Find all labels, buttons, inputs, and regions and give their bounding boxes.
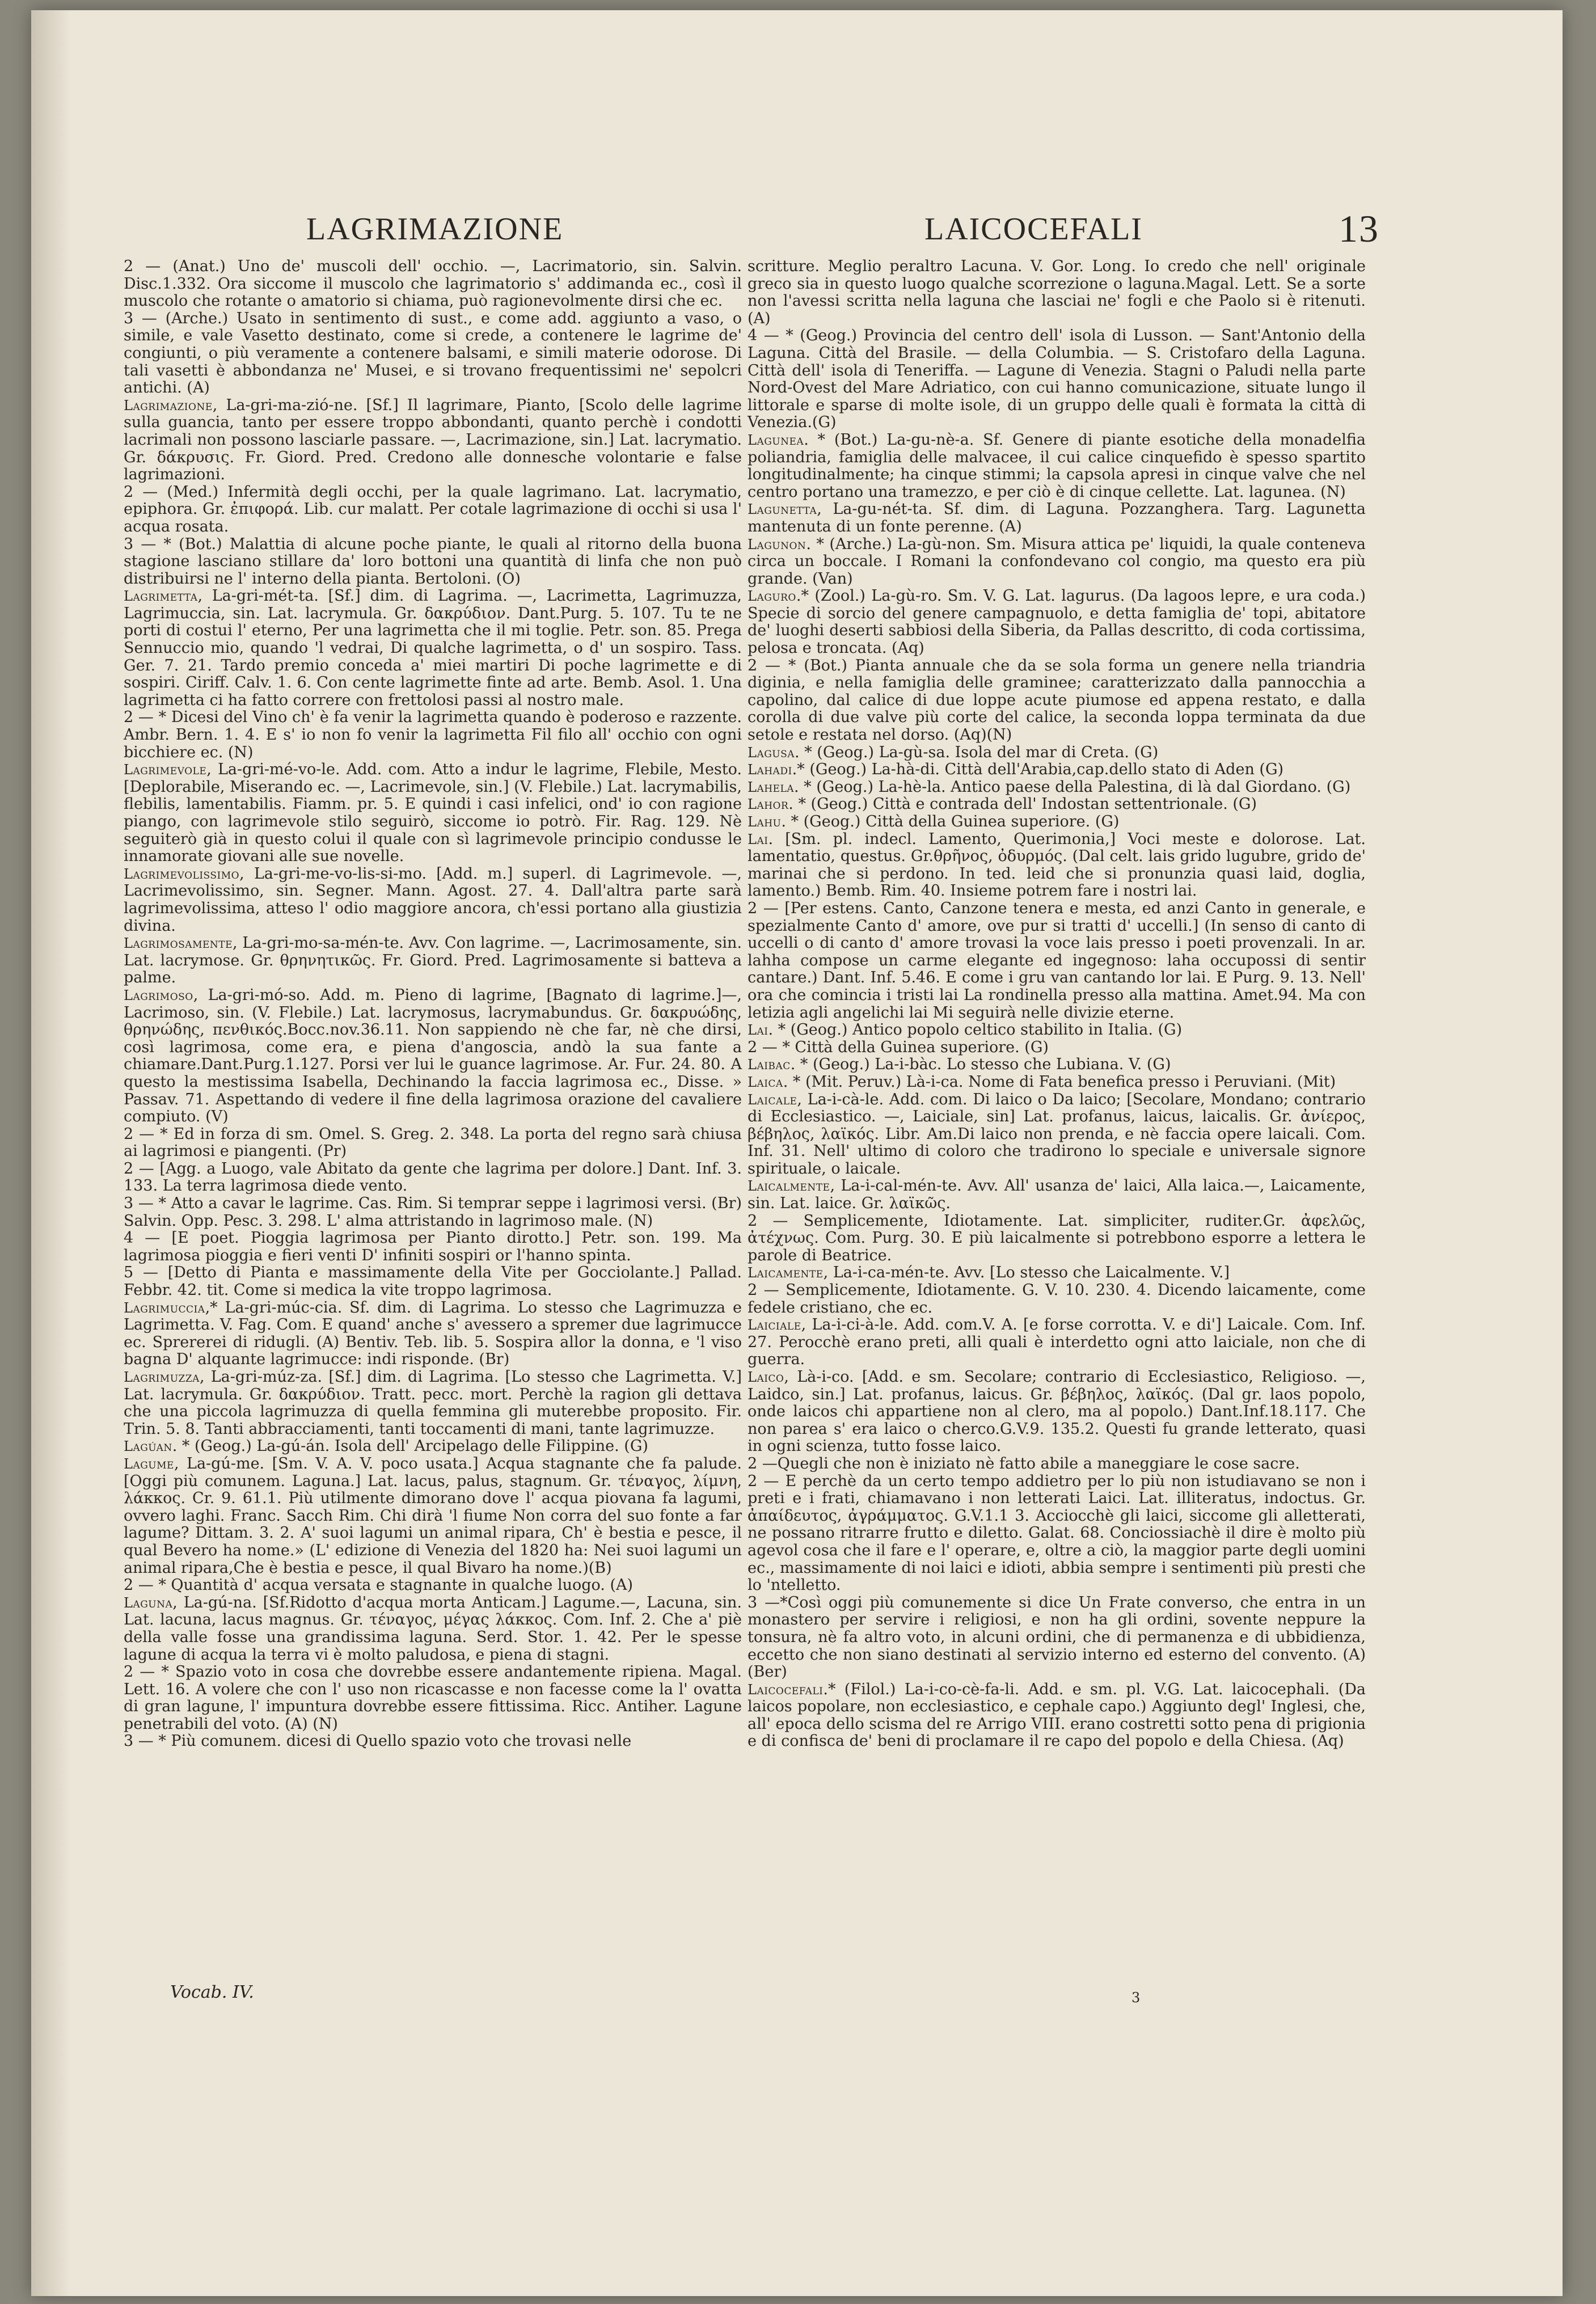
dictionary-entry <box>124 1577 742 1594</box>
entry-headword: Lagrimuccia <box>124 1299 205 1316</box>
dictionary-entry <box>748 1056 1366 1074</box>
entry-text: 3 —*Così oggi più comunemente si dice Un Frate converso, che entra in un monastero per servire i religiosi, e non ha gli ordini, sovente neppure la tonsura, nè fa altro voto, in alcuni ordini, che di permanenza e di ubbidienza, eccetto che non siano destinati al servizio interno ed esterno del convento. (A) (Ber) <box>748 1593 1366 1681</box>
dictionary-entry <box>124 397 742 484</box>
dictionary-entry <box>748 1264 1366 1282</box>
entry-text: , La-gu-nét-ta. Sf. dim. di Laguna. Pozzanghera. Targ. Lagunetta mantenuta di un fonte perenne. (A) <box>748 500 1366 535</box>
entry-headword: Laguna <box>124 1594 173 1611</box>
entry-headword: Lahadi <box>748 762 792 778</box>
entry-text: . * (Geog.) Antico popolo celtico stabilito in Italia. (G) <box>768 1021 1183 1039</box>
dictionary-entry <box>748 536 1366 588</box>
entry-text: 2 —Quegli che non è iniziato nè fatto abile a maneggiare le cose sacre. <box>748 1454 1300 1472</box>
entry-headword: Lagume <box>124 1455 174 1472</box>
entry-text: , La-gri-mo-sa-mén-te. Avv. Con lagrime. —, Lacrimosamente, sin. Lat. lacrymose. Gr. θρηνητικῶς. Fr. Giord. Pred. Lagrimosamente si batteva a palme. <box>124 934 742 987</box>
dictionary-entry <box>748 1316 1366 1369</box>
dictionary-entry <box>748 1022 1366 1039</box>
dictionary-entry <box>748 779 1366 796</box>
signature-number: 3 <box>1131 1990 1141 2006</box>
dictionary-entry <box>124 1161 742 1195</box>
entry-text: , La-gri-mé-vo-le. Add. com. Atto a indur le lagrime, Flebile, Mesto. [Deplorabile, Miserando ec. —, Lacrimevole, sin.] (V. Flebile.) Lat. lacrymabilis, flebilis, lamentabilis. Fiamm. pr. 5. E quindi i casi infelici, ond' io con ragione piango, con lagrimevole stilo seguirò, siccome io potrò. Fir. Rag. 129. Nè seguiterò già in questo colui il quale con sì lagrimevole principio condusse le innamorate giovani alle sue novelle. <box>124 761 742 866</box>
dictionary-entry <box>748 327 1366 432</box>
entry-headword: Laica <box>748 1074 783 1090</box>
entry-headword: Lagunon <box>748 536 807 552</box>
dictionary-entry <box>124 484 742 536</box>
entry-text: , La-i-ca-mén-te. Avv. [Lo stesso che Laicalmente. V.] <box>823 1264 1230 1282</box>
entry-text: , La-gú-me. [Sm. V. A. V. poco usata.] Acqua stagnante che fa palude. [Oggi più comunem. Laguna.] Lat. lacus, palus, stagnum. Gr. τέναγος, λίμνη, λάκκος. Cr. 9. 61.1. Più utilmente dimorano dove l' acqua piovana fa lagumi, ovvero laghi. Franc. Sacch Rim. Chi dirà 'l fiume Non corra del suo fonte a far lagume? Dittam. 3. 2. A' suoi lagumi un animal ripara, Ch' è bestia e pesce, il qual Bevero ha nome.» (L' edizione di Venezia del 1820 ha: Nei suoi lagumi un animal ripara,Che è bestia e pesce, il qual Bivaro ha nome.)(B) <box>124 1454 742 1577</box>
dictionary-entry <box>124 1369 742 1438</box>
entry-text: .* (Filol.) La-i-co-cè-fa-li. Add. e sm. pl. V.G. Lat. laicocephali. (Da laicos popolare, non ecclesiastico, e cephale capo.) Aggiunto degl' Inglesi, che, all' epoca dello scisma del re Arrigo VIII. erano costretti sotto pena di prigionia e di confisca de' beni di proclamare il re capo del popolo e della Chiesa. (Aq) <box>748 1680 1366 1750</box>
dictionary-entry <box>748 1282 1366 1316</box>
entry-headword: Lagusa <box>748 744 795 761</box>
dictionary-entry <box>748 1039 1366 1057</box>
entry-text: , La-gri-múz-za. [Sf.] dim. di Lagrima. [Lo stesso che Lagrimetta. V.] Lat. lacrymula. Gr. δακρύδιον. Tratt. pecc. mort. Perchè la ragion gli dettava che una piccola lagrimuzza di quella femmina gli muterebbe proposito. Fir. Trin. 5. 8. Tanti abbracciamenti, tanti toccamenti di mani, tante lagrimuzze. <box>124 1368 742 1438</box>
entry-headword: Laibac <box>748 1057 791 1073</box>
dictionary-entry <box>124 1455 742 1577</box>
dictionary-entry <box>124 1299 742 1369</box>
entry-headword: Laicalmente <box>748 1178 830 1195</box>
entry-text: 2 — * Quantità d' acqua versata e stagnante in qualche luogo. (A) <box>124 1576 634 1594</box>
dictionary-entry <box>748 258 1366 327</box>
dictionary-entry <box>124 1733 742 1750</box>
dictionary-entry <box>124 1664 742 1733</box>
entry-headword: Lagrimuzza <box>124 1369 200 1385</box>
dictionary-entry <box>748 1178 1366 1212</box>
page-spine <box>31 10 71 2296</box>
signature-mark: Vocab. IV. <box>170 1982 254 2002</box>
entry-text: , La-gú-na. [Sf.Ridotto d'acqua morta Anticam.] Lagume.—, Lacuna, sin. Lat. lacuna, lacus magnus. Gr. τέναγος, μέγας λάκκος. Com. Inf. 2. Che a' piè della valle fosse una grandissima laguna. Serd. Stor. 1. 42. Per le spesse lagune di acqua la terra vi è molto paludosa, e piena di stagni. <box>124 1593 742 1664</box>
entry-headword: Laicale <box>748 1091 797 1108</box>
dictionary-entry <box>124 866 742 935</box>
entry-text: , La-gri-ma-zió-ne. [Sf.] Il lagrimare, Pianto, [Scolo delle lagrime sulla guancia, tanto per essere troppo abbondanti, quanto perchè i condotti lacrimali non possono lasciarle passare. —, Lacrimazione, sin.] Lat. lacrymatio. Gr. δάκρυσις. Fr. Giord. Pred. Credono alle donnesche volontarie e false lagrimazioni. <box>124 396 742 484</box>
entry-headword: Lai <box>748 1022 769 1039</box>
entry-headword: Lagunea <box>748 432 804 448</box>
dictionary-entry <box>124 310 742 397</box>
entry-text: 4 — * (Geog.) Provincia del centro dell' isola di Lusson. — Sant'Antonio della Laguna. Città del Brasile. — della Columbia. — S. Cristofaro della Laguna. Città dell' isola di Teneriffa. — Lagune di Venezia. Stagni o Paludi nella parte Nord-Ovest del Mare Adriatico, con cui hanno comunicazione, situate lungo il littorale e sparse di molte isole, di un gruppo delle quali è formata la città di Venezia.(G) <box>748 327 1366 432</box>
entry-headword: Lagrimoso <box>124 987 193 1003</box>
entry-headword: Lagrimazione <box>124 397 213 413</box>
dictionary-entry <box>748 744 1366 762</box>
entry-text: , La-gri-mét-ta. [Sf.] dim. di Lagrima. —, Lacrimetta, Lagrimuzza, Lagrimuccia, sin. Lat. lacrymula. Gr. δακρύδιον. Dant.Purg. 5. 107. Tu te ne porti di costui l' eterno, Per una lagrimetta che il mi toglie. Petr. son. 85. Prega Sennuccio mio, quando 'l vedrai, Di qualche lagrimetta, o d' un sospiro. Tass. Ger. 7. 21. Tardo premio conceda a' miei martiri Di poche lagrimette e di sospiri. Ciriff. Calv. 1. 6. Con cente lagrimette finte ad arte. Bemb. Asol. 1. Una lagrimetta ci ha fatto correre con frettolosi passi al nostro male. <box>124 587 742 709</box>
entry-text: , La-i-cal-mén-te. Avv. All' usanza de' laici, Alla laica.—, Laicamente, sin. Lat. laice. Gr. λαϊκῶς. <box>748 1177 1366 1213</box>
page-number: 13 <box>1339 207 1379 250</box>
entry-text: 2 — Semplicemente, Idiotamente. Lat. simpliciter, ruditer.Gr. ἀφελῶς, ἀτέχνως. Com. Purg. 30. E più laicalmente si potrebbono esporre a lettera le parole di Beatrice. <box>748 1212 1366 1264</box>
dictionary-entry <box>748 796 1366 813</box>
dictionary-entry <box>124 588 742 709</box>
entry-headword: Lagrimetta <box>124 588 198 605</box>
right-column <box>748 258 1366 1750</box>
entry-headword: Lahu <box>748 814 782 830</box>
dictionary-entry <box>748 657 1366 744</box>
entry-text: 3 — * Più comunem. dicesi di Quello spazio voto che trovasi nelle <box>124 1732 632 1750</box>
entry-headword: Lagrimosamente <box>124 935 233 952</box>
dictionary-entry <box>124 1594 742 1664</box>
entry-text: 2 — [Per estens. Canto, Canzone tenera e mesta, ed anzi Canto in generale, e spezialmente Canto d' amore, ove pur si tratti d' uccelli.] (In senso di canto di uccelli o di canto d' amore trovasi la voce lais presso i poeti provenzali. In ar. lahha compose un carme elegante ed ingegnoso: laha occupossi di sentir cantare.) Dant. Inf. 5.46. E come i gru van cantando lor lai. E Purg. 9. 13. Nell' ora che comincia i tristi lai La rondinella presso alla mattina. Amet.94. Ma con letizia agli angelichi lai Mi seguirà nelle divizie eterne. <box>748 899 1366 1022</box>
entry-headword: Lahor <box>748 796 789 813</box>
dictionary-entry <box>748 1594 1366 1681</box>
dictionary-entry <box>124 987 742 1126</box>
dictionary-entry <box>124 1264 742 1299</box>
entry-text: , La-gri-me-vo-lis-si-mo. [Add. m.] superl. di Lagrimevole. —, Lacrimevolissimo, sin. Segner. Mann. Agost. 27. 4. Dall'altra parte sarà lagrimevolissima, atteso l' odio maggiore ancora, ch'essi portano alla giustizia divina. <box>124 864 742 935</box>
entry-text: . * (Geog.) Città della Guinea superiore. (G) <box>781 813 1120 830</box>
entry-text: . * (Geog.) La-i-bàc. Lo stesso che Lubiana. V. (G) <box>790 1056 1171 1074</box>
entry-headword: Lagúan <box>124 1438 172 1455</box>
dictionary-entry <box>748 1473 1366 1594</box>
entry-text: 3 — * Atto a cavar le lagrime. Cas. Rim. Si temprar seppe i lagrimosi versi. (Br) Salvin. Opp. Pesc. 3. 298. L' alma attristando in lagrimoso male. (N) <box>124 1195 742 1230</box>
entry-text: .* (Zool.) La-gù-ro. Sm. V. G. Lat. lagurus. (Da lagoos lepre, e ura coda.) Specie di sorcio del genere campagnuolo, e detta famiglia de' topi, abitatore de' luoghi deserti sabbiosi della Siberia, da Pallas descritto, di coda cortissima, pelosa e troncata. (Aq) <box>748 587 1366 657</box>
entry-text: , La-gri-mó-so. Add. m. Pieno di lagrime, [Bagnato di lagrime.]—, Lacrimoso, sin. (V. Flebile.) Lat. lacrymosus, lacrymabundus. Gr. δακρυώδης, θρηνώδης, πενθικός.Bocc.nov.36.11. Non sappiendo nè che far, nè che dirsi, così lagrimosa, come era, e piena d'angoscia, andò la sua fante a chiamare.Dant.Purg.1.127. Porsi ver lui le guance lagrimose. Ar. Fur. 24. 80. A questo la mestissima Isabella, Dechinando la faccia lagrimosa ec., Disse. » Passav. 71. Aspettando di vedere il fine della lagrimosa orazione del cavaliere compiuto. (V) <box>124 986 742 1126</box>
entry-text: 5 — [Detto di Pianta e massimamente della Vite per Gocciolante.] Pallad. Febbr. 42. tit. Come si medica la vite troppo lagrimosa. <box>124 1264 742 1299</box>
dictionary-entry <box>748 1455 1366 1473</box>
entry-headword: Laico <box>748 1369 784 1385</box>
dictionary-entry <box>124 761 742 866</box>
dictionary-entry <box>748 588 1366 657</box>
entry-text: 2 — * Ed in forza di sm. Omel. S. Greg. 2. 348. La porta del regno sarà chiusa ai lagrimosi e piangenti. (Pr) <box>124 1125 742 1161</box>
entry-headword: Lahela <box>748 779 795 795</box>
entry-text: 2 — Semplicemente, Idiotamente. G. V. 10. 230. 4. Dicendo laicamente, come fedele cristiano, che ec. <box>748 1281 1366 1316</box>
entry-headword: Laicamente <box>748 1265 824 1281</box>
entry-text: 2 — E perchè da un certo tempo addietro per lo più non istudiavano se non i preti e i frati, chiamavano i non letterati Laici. Lat. illiteratus, indoctus. Gr. ἀπαίδευτος, ἀγράμματος. G.V.1.1 3. Acciocchè gli laici, siccome gli alletterati, ne possano ritrarre frutto e diletto. Galat. 68. Conciossiachè il dire è molto più agevol cosa che il fare e l' operare, e, oltre a ciò, la maggior parte degli uomini ec., massimamente di noi laici e idioti, abbia sempre i sentimenti più presti che lo 'ntelletto. <box>748 1472 1366 1594</box>
entry-text: . * (Arche.) La-gù-non. Sm. Misura attica pe' liquidi, la quale conteneva circa un boccale. I Romani la confondevano col congio, ma questo era più grande. (Van) <box>748 535 1366 588</box>
entry-text: . * (Mit. Peruv.) Là-i-ca. Nome di Fata benefica presso i Peruviani. (Mit) <box>783 1073 1336 1091</box>
dictionary-entry <box>124 709 742 761</box>
entry-text: . [Sm. pl. indecl. Lamento, Querimonia,] Voci meste e dolorose. Lat. lamentatio, questus. Gr.θρῆνος, ὀδυρμός. (Dal celt. lais grido lugubre, grido de' marinai che si perdono. In ted. leid che si pronunzia quasi laid, doglia, lamento.) Bemb. Rim. 40. Insieme potrem fare i nostri lai. <box>748 830 1366 900</box>
header-left-word: LAGRIMAZIONE <box>306 212 564 247</box>
dictionary-entry <box>124 258 742 310</box>
entry-text: 4 — [E poet. Pioggia lagrimosa per Pianto dirotto.] Petr. son. 199. Ma lagrimosa pioggia e fieri venti D' infiniti sospiri or l'hanno spinta. <box>124 1229 742 1264</box>
dictionary-entry <box>124 935 742 987</box>
entry-text: 2 — * Città della Guinea superiore. (G) <box>748 1038 1049 1056</box>
entry-text: . * (Geog.) La-hè-la. Antico paese della Palestina, di là dal Giordano. (G) <box>794 778 1351 796</box>
entry-text: . * (Geog.) La-gú-án. Isola dell' Arcipelago delle Filippine. (G) <box>172 1437 648 1455</box>
entry-headword: Lagunetta <box>748 501 817 518</box>
dictionary-entry <box>748 1681 1366 1750</box>
entry-text: . * (Bot.) La-gu-nè-a. Sf. Genere di piante esotiche della monadelfia poliandria, famiglia delle malvacee, il cui calice cinquefido è spesso spartito longitudinalmente; ha cinque stimmi; la capsola apresi in cinque valve che nel centro portano una tramezzo, e per ciò è di cinque cellette. Lat. lagunea. (N) <box>748 431 1366 501</box>
entry-text: 3 — * (Bot.) Malattia di alcune poche piante, le quali al ritorno della buona stagione lasciano stillare da' loro bottoni una quantità di linfa che non può distribuirsi ne l' interno della pianta. Bertoloni. (O) <box>124 535 742 588</box>
dictionary-entry <box>124 1195 742 1230</box>
entry-text: 2 — [Agg. a Luogo, vale Abitato da gente che lagrima per dolore.] Dant. Inf. 3. 133. La terra lagrimosa diede vento. <box>124 1159 742 1195</box>
entry-text: , La-i-cà-le. Add. com. Di laico o Da laico; [Secolare, Mondano; contrario di Ecclesiastico. —, Laiciale, sin] Lat. profanus, laicus, laicalis. Gr. ἀνίερος, βέβηλος, λαϊκός. Libr. Am.Di laico non prenda, e nè faccia opere laicali. Com. Inf. 31. Nell' ultimo di coloro che tradirono lo speciale e universale signore spirituale, o laicale. <box>748 1090 1366 1178</box>
dictionary-entry <box>748 501 1366 535</box>
entry-text: , La-i-ci-à-le. Add. com.V. A. [e forse corrotta. V. e di'] Laicale. Com. Inf. 27. Perocchè erano preti, alli quali è interdetto ogni atto laiciale, non che di guerra. <box>748 1316 1366 1369</box>
dictionary-entry <box>748 1074 1366 1091</box>
dictionary-entry <box>748 1369 1366 1455</box>
entry-text: 2 — * (Bot.) Pianta annuale che da se sola forma un genere nella triandria diginia, e nella famiglia delle graminee; caratterizzato dalla pannocchia a capolino, dal calice di due loppe acute piumose ed appena restato, e dalla corolla di due valve più corte del calice, la seconda loppa terminata da due setole e restata nel dorso. (Aq)(N) <box>748 656 1366 744</box>
running-header <box>0 207 1596 250</box>
entry-headword: Laiciale <box>748 1317 801 1334</box>
entry-text: scritture. Meglio peraltro Lacuna. V. Gor. Long. Io credo che nell' originale greco sia in questo luogo qualche scorrezione o laguna.Magal. Lett. Se a sorte non l'avessi scritta nella laguna che lasciai ne' fogli e che Paolo si è ritenuti. (A) <box>748 258 1366 327</box>
entry-text: , Là-i-co. [Add. e sm. Secolare; contrario di Ecclesiastico, Religioso. —, Laidco, sin.] Lat. profanus, laicus. Gr. βέβηλος, λαϊκός. (Dal gr. laos popolo, onde laicos chi appartiene non al clero, ma al popolo.) Dant.Inf.18.117. Che non parea s' era laico o cherco.G.V.9. 135.2. Questi fu grande letterato, quasi in ogni scienza, tutto fosse laico. <box>748 1368 1366 1455</box>
header-right-word: LAICOCEFALI <box>924 212 1143 247</box>
entry-headword: Lagrimevole <box>124 762 207 778</box>
entry-text: 2 — * Dicesi del Vino ch' è fa venir la lagrimetta quando è poderoso e razzente. Ambr. Bern. 1. 4. E s' io non fo venir la lagrimetta Fil filo all' occhio con ogni bicchiere ec. (N) <box>124 708 742 761</box>
dictionary-entry <box>124 1126 742 1161</box>
entry-headword: Lai <box>748 831 769 847</box>
dictionary-entry <box>748 813 1366 831</box>
dictionary-entry <box>748 900 1366 1022</box>
entry-text: . * (Geog.) Città e contrada dell' Indostan settentrionale. (G) <box>788 795 1257 813</box>
entry-text: 3 — (Arche.) Usato in sentimento di sust., e come add. aggiunto a vaso, o simile, e vale Vasetto destinato, come si crede, a contenere le lagrime de' congiunti, o più veramente a contenere balsami, e simili materie odorose. Di tali vasetti è abbondanza ne' Musei, e si trovano frequentissimi ne' sepolcri antichi. (A) <box>124 309 742 397</box>
entry-text: .* (Geog.) La-hà-di. Città dell'Arabia,cap.dello stato di Aden (G) <box>792 761 1284 779</box>
entry-text: . * (Geog.) La-gù-sa. Isola del mar di Creta. (G) <box>795 743 1159 761</box>
dictionary-entry <box>124 1438 742 1455</box>
entry-headword: Lagrimevolissimo <box>124 866 240 882</box>
entry-text: 2 — (Anat.) Uno de' muscoli dell' occhio. —, Lacrimatorio, sin. Salvin. Disc.1.332. Ora siccome il muscolo che lagrimatorio s' addimanda ec., così il muscolo che rotante o amatorio si chiama, può ragionevolmente dirsi che ec. <box>124 258 742 310</box>
dictionary-entry <box>124 536 742 588</box>
entry-text: 2 — * Spazio voto in cosa che dovrebbe essere andantemente ripiena. Magal. Lett. 16. A volere che con l' uso non ricascasse e non facesse come la l' ovatta di gran lagune, l' impuntura dovrebbe essere fittissima. Ricc. Antiher. Lagune penetrabili del voto. (A) (N) <box>124 1663 742 1733</box>
entry-headword: Laguro <box>748 588 796 605</box>
dictionary-entry <box>124 1230 742 1264</box>
dictionary-entry <box>748 432 1366 501</box>
left-column <box>124 258 742 1750</box>
entry-headword: Laicocefali <box>748 1681 824 1698</box>
entry-text: ,* La-gri-múc-cia. Sf. dim. di Lagrima. Lo stesso che Lagrimuzza e Lagrimetta. V. Fag. Com. E quand' anche s' avessero a spremer due lagrimucce ec. Sprererei di ridugli. (A) Bentiv. Teb. lib. 5. Sospira allor la donna, e 'l viso bagna D' alquante lagrimucce: indi risponde. (Br) <box>124 1298 742 1369</box>
dictionary-entry <box>748 831 1366 900</box>
dictionary-entry <box>748 1091 1366 1178</box>
dictionary-entry <box>748 1213 1366 1265</box>
dictionary-entry <box>748 761 1366 779</box>
entry-text: 2 — (Med.) Infermità degli occhi, per la quale lagrimano. Lat. lacrymatio, epiphora. Gr. ἐπιφορά. Lib. cur malatt. Per cotale lagrimazione di occhi si usa l' acqua rosata. <box>124 483 742 535</box>
